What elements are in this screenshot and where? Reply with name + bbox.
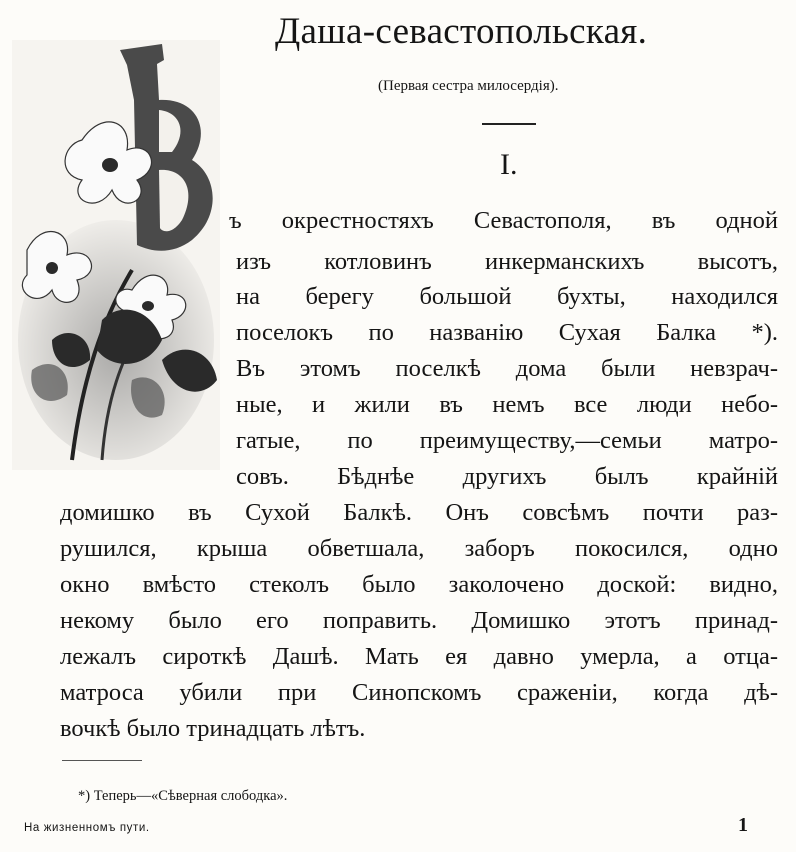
signature-mark: На жизненномъ пути. (24, 822, 150, 834)
page-title: Даша-севастопольская. (275, 11, 648, 52)
text-line: гатые, по преимуществу,—семьи матро- (236, 427, 778, 454)
text-line: некому было его поправить. Домишко этотъ принад- (60, 607, 778, 634)
text-line: ъ окрестностяхъ Севастополя, въ одной (229, 207, 778, 234)
text-line: совъ. Бѣднѣе другихъ былъ крайній (236, 463, 778, 490)
footnote-divider (62, 760, 142, 761)
subtitle: (Первая сестра милосердія). (378, 78, 559, 94)
text-line: окно вмѣсто стеколъ было заколочено доской: видно, (60, 571, 778, 598)
footnote: *) Теперь—«Сѣверная слободка». (78, 788, 288, 804)
title-divider (482, 123, 536, 125)
chapter-number: I. (500, 148, 518, 181)
drop-cap-illustration (12, 40, 220, 470)
text-line: лежалъ сироткѣ Дашѣ. Мать ея давно умерла, а отца- (60, 643, 778, 670)
page-number: 1 (738, 814, 748, 836)
flower-drop-cap-icon (12, 40, 220, 470)
text-line: рушился, крыша обветшала, заборъ покосился, одно (60, 535, 778, 562)
text-line: на берегу большой бухты, находился (236, 283, 778, 310)
text-line: Въ этомъ поселкѣ дома были невзрач- (236, 355, 778, 382)
text-line: матроса убили при Синопскомъ сраженіи, когда дѣ- (60, 679, 778, 706)
text-line: ные, и жили въ немъ все люди небо- (236, 391, 778, 418)
text-line: вочкѣ было тринадцать лѣтъ. (60, 715, 366, 742)
text-line: поселокъ по названію Сухая Балка *). (236, 319, 778, 346)
text-line: изъ котловинъ инкерманскихъ высотъ, (236, 248, 778, 275)
text-line: домишко въ Сухой Балкѣ. Онъ совсѣмъ почти раз- (60, 499, 778, 526)
